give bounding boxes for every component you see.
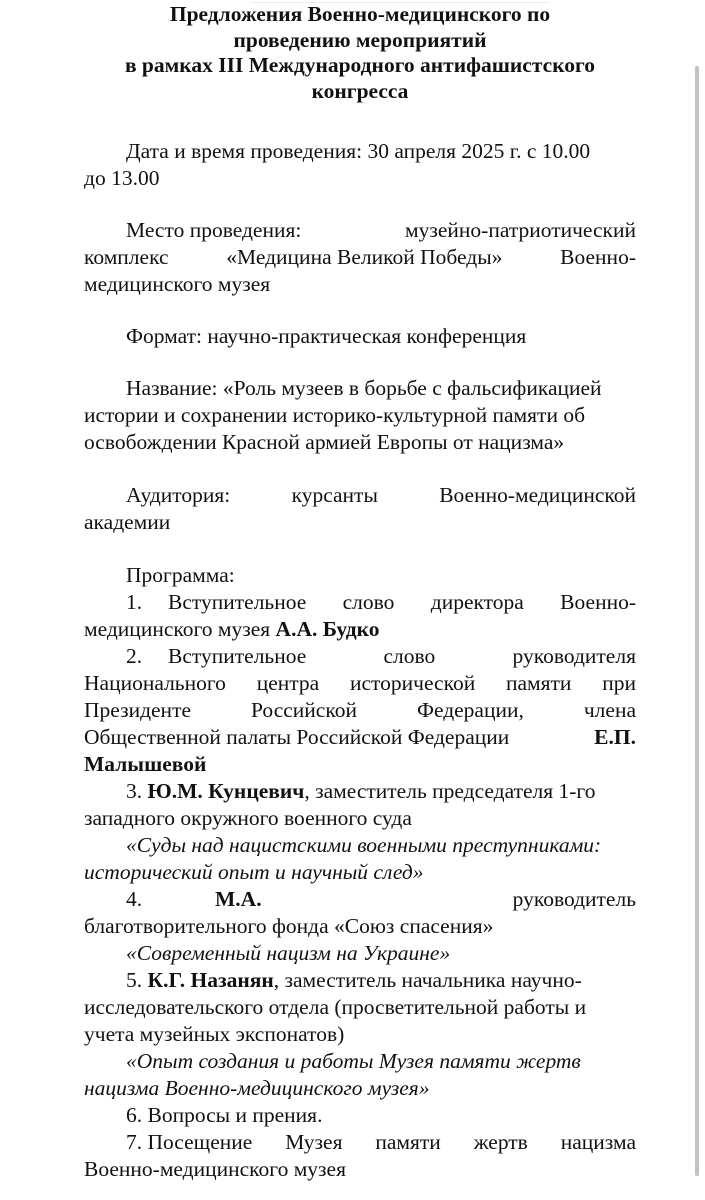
item-word: руководителя [512,644,636,668]
name-line-3: освобождении Красной армией Европы от нацизма» [84,430,565,454]
program-item-7-line-2: Военно-медицинского музея [84,1157,346,1181]
date-line-2: до 13.00 [84,166,160,190]
item-number: 2. [126,644,143,668]
item-word: директора [430,590,524,614]
item-text: руководитель [512,887,636,911]
item-number: 1. [126,590,143,614]
item-number: 7. [126,1130,143,1154]
audience-label: Аудитория: [126,483,231,507]
item-word: Музея [285,1130,343,1154]
item-number: 4. [126,887,143,911]
program-item-4-line-2: благотворительного фонда «Союз спасения» [84,914,494,938]
item-word: нацизма [560,1130,636,1154]
item-word: Военно- [560,590,636,614]
item-number: 3. [126,779,143,803]
place-word: комплекс [84,245,169,269]
program-label: Программа: [126,563,235,587]
item-word: Вступительное [168,644,307,668]
item-word: члена [583,698,636,722]
place-word: музейно-патриотический [405,218,636,242]
scrollbar-thumb[interactable] [695,66,699,1176]
place-line-2 [84,244,636,271]
item-word: Президенте [84,698,192,722]
audience-line-1 [84,482,636,509]
title-line-1: Предложения Военно-медицинского по [169,2,551,26]
speaker-name: Малышевой [84,752,207,776]
item-word: жертв [473,1130,528,1154]
program-item-2-line-2 [84,670,636,697]
item-word: памяти [375,1130,441,1154]
item-word: центра [256,671,320,695]
format-line: Формат: научно-практическая конференция [126,324,527,348]
name-line-1: Название: «Роль музеев в борьбе с фальсификацией [126,376,602,400]
item-word: Вступительное [168,590,307,614]
program-item-3-line-2: западного окружного военного суда [84,806,412,830]
item-word: исторической [349,671,476,695]
title-line-2: проведению мероприятий [233,27,487,52]
item-word: при [602,671,636,695]
item-number: 5. [126,968,143,992]
program-item-3-line-1 [84,778,678,805]
program-item-2-line-3 [84,697,636,724]
item-word: Федерации, [416,698,524,722]
title-line-3: в рамках III Международного антифашистского [124,53,596,77]
item-text: Общественной палаты Российской Федерации [84,725,510,749]
item-text: медицинского музея [84,617,276,641]
document-title [84,2,636,104]
item-word: слово [383,644,436,668]
program-item-2-line-4 [84,724,636,751]
program-item-4-topic: «Современный нацизм на Украине» [126,941,451,965]
date-line-1: Дата и время проведения: 30 апреля 2025 г. с 10.00 [126,139,591,163]
speaker-name: А.А. Будко [275,617,380,641]
program-item-2-line-5 [84,751,636,778]
item-word: Российской [251,698,357,722]
speaker-name: М.А. [215,887,262,911]
program-item-6: 6. Вопросы и прения. [126,1103,323,1127]
item-word: слово [342,590,395,614]
program-item-1-line-1 [84,589,636,616]
place-word: Военно- [560,245,636,269]
program-item-5-line-3: учета музейных экспонатов) [84,1022,345,1046]
place-word: «Медицина Великой Победы» [226,245,503,269]
item-word: памяти [505,671,572,695]
audience-word: курсанты [291,483,378,507]
name-line-2: истории и сохранении историко-культурной памяти об [84,403,586,427]
audience-word: Военно-медицинской [439,483,636,507]
program-item-5-line-1 [84,967,678,994]
item-word: Посещение [147,1130,253,1154]
program-item-3-topic-1: «Суды над нацистскими военными преступниками: [126,833,602,857]
program-item-5-topic-1: «Опыт создания и работы Музея памяти жертв [126,1049,581,1073]
vertical-scrollbar[interactable] [695,66,699,1176]
place-line-3: медицинского музея [84,272,271,296]
audience-line-2: академии [84,510,171,534]
program-item-5-line-2: исследовательского отдела (просветительной работы и [84,995,587,1019]
speaker-name: Ю.М. Кунцевич [147,779,305,803]
program-item-7-line-1 [84,1129,636,1156]
speaker-name: К.Г. Назанян [147,968,274,992]
speaker-name: Е.П. [594,725,636,749]
program-item-3-topic-2: исторический опыт и научный след» [84,860,424,884]
place-line-1 [84,217,636,244]
item-text: , заместитель начальника научно- [273,968,582,992]
place-label: Место проведения: [126,218,302,242]
program-item-1-line-2 [84,616,636,643]
title-line-4: конгресса [311,78,409,103]
item-text: , заместитель председателя 1-го [304,779,596,803]
program-item-2-line-1 [84,643,636,670]
item-number-group [126,1129,252,1156]
item-word: Национального [84,671,226,695]
program-item-5-topic-2: нацизма Военно-медицинского музея» [84,1076,430,1100]
